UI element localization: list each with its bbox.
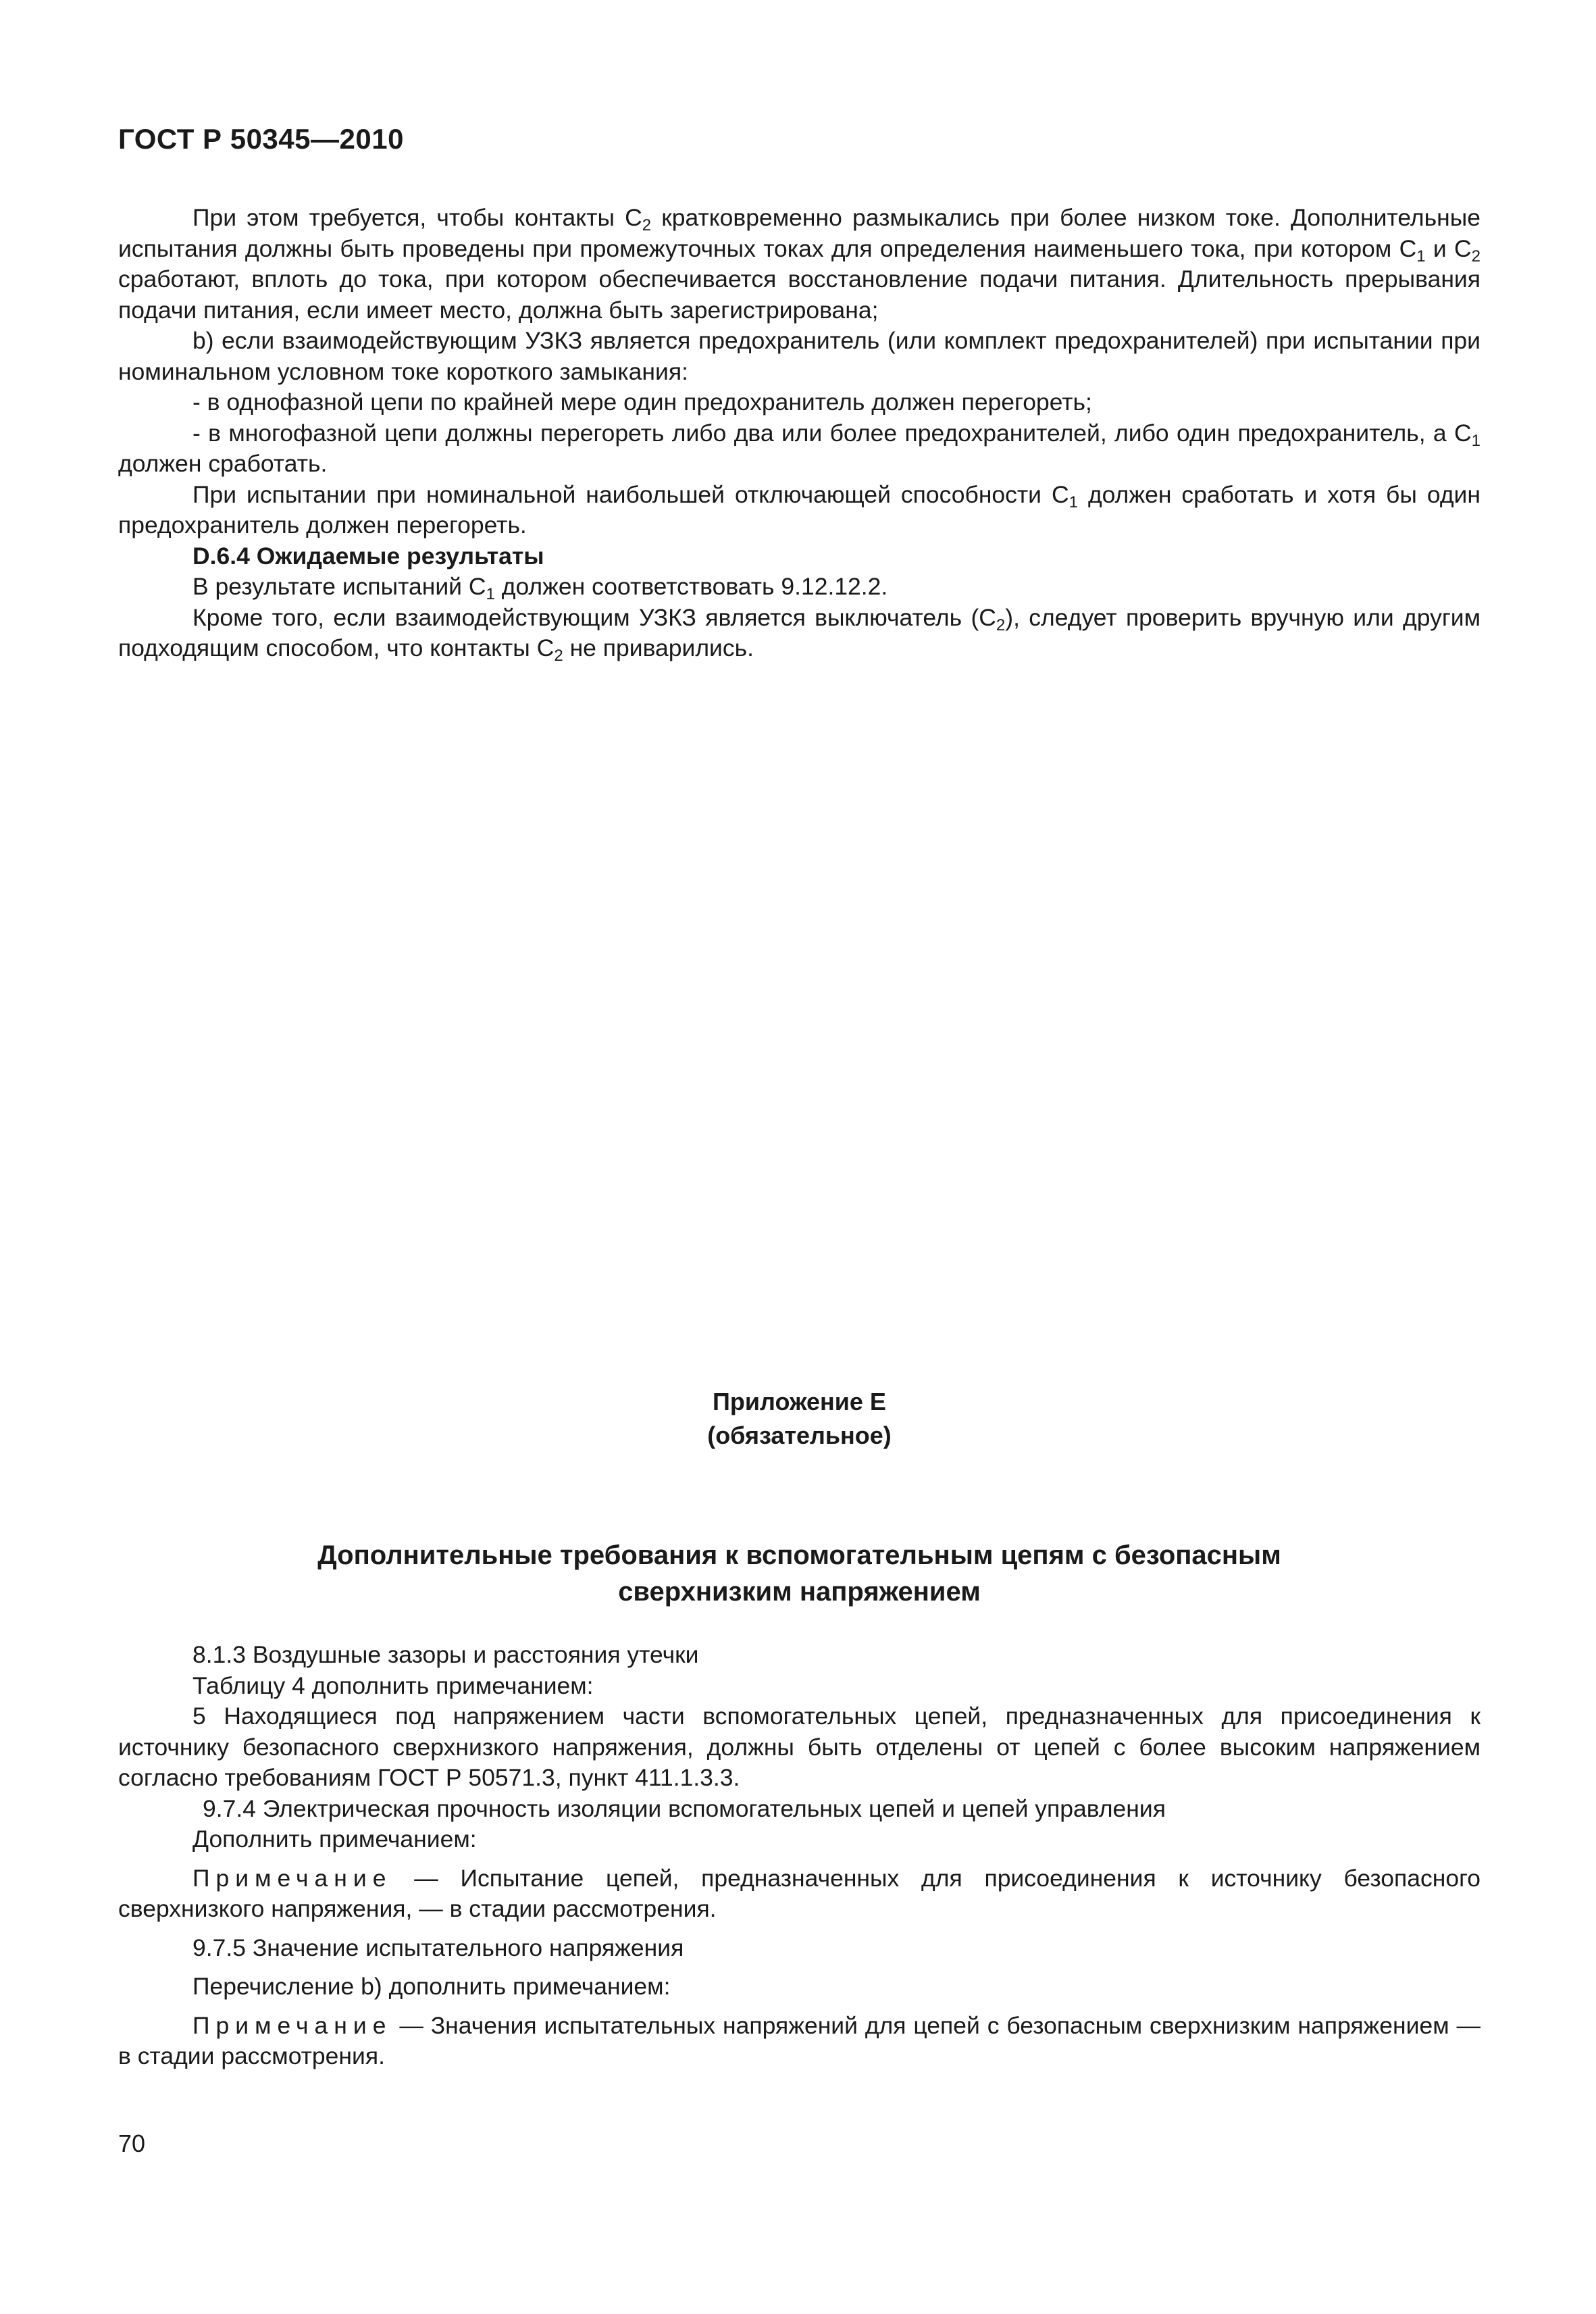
paragraph: Дополнить примечанием: bbox=[192, 1826, 477, 1853]
paragraph: Перечисление b) дополнить примечанием: bbox=[192, 1973, 671, 2000]
appendix-label: Приложение Е bbox=[713, 1388, 886, 1415]
paragraph: При этом требуется, чтобы контакты $С_2$ кратковременно размыкались при более низком токе. Дополнительные испытания должны быть проведены при промежуточных токах для определения наименьшего тока, при котором $С_1$ и $С_2$ сработают, вплоть до тока, при котором обеспечивается восстановление подачи питания. Длительность прерывания подачи питания, если имеет место, должна быть зарегистрирована; bbox=[118, 204, 1481, 324]
paragraph: Кроме того, если взаимодействующим УЗКЗ является выключатель $(С_2)$, следует проверить вручную или другим подходящим способом, что контакты $С_2$ не приварились. bbox=[118, 603, 1481, 665]
appendix-title bbox=[118, 1537, 1481, 1610]
appendix-title-line: Дополнительные требования к вспомогательным цепям с безопасным bbox=[317, 1540, 1281, 1570]
page-number: 70 bbox=[118, 2130, 146, 2157]
clause-heading: 9.7.5 Значение испытательного напряжения bbox=[192, 1934, 684, 1961]
note: Примечание — Испытание цепей, предназначенных для присоединения к источнику безопасного сверхнизкого напряжения, — в стадии рассмотрения. bbox=[118, 1864, 1481, 1922]
appendix-heading bbox=[118, 1385, 1481, 1453]
document-header: ГОСТ Р 50345—2010 bbox=[118, 123, 404, 155]
appendix-body bbox=[118, 1640, 1481, 2072]
paragraph: b) если взаимодействующим УЗКЗ является предохранитель (или комплект предохранителей) при испытании при номинальном условном токе короткого замыкания: bbox=[118, 327, 1481, 385]
paragraph: Таблицу 4 дополнить примечанием: bbox=[192, 1671, 594, 1699]
paragraph: - в многофазной цепи должны перегореть либо два или более предохранителей, либо один предохранитель, а $С_1$ должен сработать. bbox=[118, 419, 1481, 477]
paragraph: При испытании при номинальной наибольшей отключающей способности $С_1$ должен сработать и хотя бы один предохранитель должен перегореть. bbox=[118, 480, 1481, 538]
note: Примечание — Значения испытательных напряжений для цепей с безопасным сверхнизким напряжением — в стадии рассмотрения. bbox=[118, 2011, 1481, 2069]
paragraph: В результате испытаний $С_1$ должен соответствовать 9.12.12.2. bbox=[192, 573, 888, 603]
clause-heading: 8.1.3 Воздушные зазоры и расстояния утечки bbox=[192, 1641, 699, 1668]
continuation-text bbox=[118, 203, 1481, 664]
clause-heading: 9.7.4 Электрическая прочность изоляции вспомогательных цепей и цепей управления bbox=[203, 1794, 1166, 1822]
appendix-title-line: сверхнизким напряжением bbox=[618, 1577, 981, 1607]
section-heading-d64: D.6.4 Ожидаемые результаты bbox=[192, 542, 544, 570]
paragraph: - в однофазной цепи по крайней мере один предохранитель должен перегореть; bbox=[192, 388, 1092, 416]
appendix-status: (обязательное) bbox=[707, 1422, 892, 1449]
paragraph: 5 Находящиеся под напряжением части вспомогательных цепей, предназначенных для присоединения к источнику безопасного сверхнизкого напряжения, должны быть отделены от цепей с более высоким напряжением согласно требованиям ГОСТ Р 50571.3, пункт 411.1.3.3. bbox=[118, 1703, 1481, 1791]
